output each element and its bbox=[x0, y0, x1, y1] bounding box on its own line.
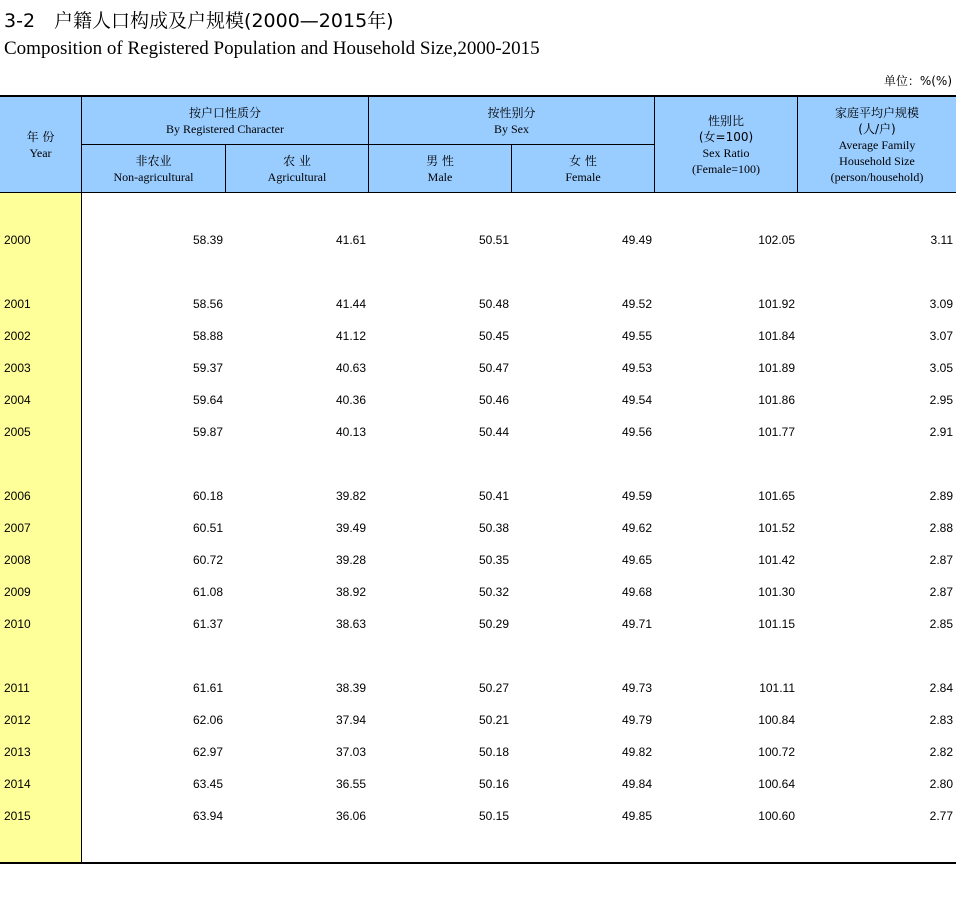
cell-female: 49.79 bbox=[621, 713, 652, 727]
cell-size: 2.89 bbox=[929, 489, 953, 503]
cell-ratio: 101.86 bbox=[758, 393, 795, 407]
cell-female: 49.82 bbox=[621, 745, 652, 759]
table-title-chinese: 3-2 户籍人口构成及户规模(2000—2015年) bbox=[4, 10, 394, 32]
cell-female: 49.53 bbox=[621, 361, 652, 375]
cell-female: 49.55 bbox=[621, 329, 652, 343]
cell-agri: 38.39 bbox=[335, 681, 366, 695]
header-sex-group bbox=[369, 97, 655, 145]
cell-ratio: 101.52 bbox=[758, 521, 795, 535]
cell-female: 49.49 bbox=[621, 233, 652, 247]
header-nonagri-cn: 非农业 bbox=[135, 153, 172, 168]
cell-size: 2.91 bbox=[929, 425, 953, 439]
cell-female: 49.84 bbox=[621, 777, 652, 791]
cell-male: 50.29 bbox=[478, 617, 509, 631]
header-year bbox=[0, 97, 82, 193]
header-sexratio-en: Sex Ratio bbox=[702, 145, 750, 160]
table-row bbox=[0, 807, 956, 827]
cell-ratio: 101.65 bbox=[758, 489, 795, 503]
header-registered-group bbox=[82, 97, 369, 145]
cell-ratio: 102.05 bbox=[758, 233, 795, 247]
table-row bbox=[0, 615, 956, 635]
cell-ratio: 101.92 bbox=[758, 297, 795, 311]
cell-ratio: 100.84 bbox=[758, 713, 795, 727]
cell-agri: 37.94 bbox=[335, 713, 366, 727]
cell-size: 3.07 bbox=[929, 329, 953, 343]
cell-year: 2015 bbox=[4, 809, 31, 823]
cell-year: 2010 bbox=[4, 617, 31, 631]
cell-male: 50.27 bbox=[478, 681, 509, 695]
cell-year: 2001 bbox=[4, 297, 31, 311]
cell-nonagri: 63.45 bbox=[192, 777, 223, 791]
cell-nonagri: 62.06 bbox=[192, 713, 223, 727]
table-row bbox=[0, 519, 956, 539]
cell-male: 50.38 bbox=[478, 521, 509, 535]
cell-male: 50.45 bbox=[478, 329, 509, 343]
cell-male: 50.18 bbox=[478, 745, 509, 759]
cell-male: 50.47 bbox=[478, 361, 509, 375]
cell-agri: 39.28 bbox=[335, 553, 366, 567]
cell-year: 2004 bbox=[4, 393, 31, 407]
table-row bbox=[0, 679, 956, 699]
header-male bbox=[369, 145, 512, 193]
header-bysex-en: By Sex bbox=[493, 121, 529, 136]
table-title-english: Composition of Registered Population and Household Size,2000-2015 bbox=[4, 38, 540, 59]
cell-size: 3.11 bbox=[930, 233, 953, 247]
cell-year: 2009 bbox=[4, 585, 31, 599]
header-bysex-cn: 按性别分 bbox=[487, 105, 536, 120]
table-row bbox=[0, 775, 956, 795]
cell-size: 2.82 bbox=[929, 745, 953, 759]
cell-nonagri: 62.97 bbox=[192, 745, 223, 759]
cell-male: 50.44 bbox=[478, 425, 509, 439]
header-household-en: Average Family bbox=[838, 137, 916, 152]
cell-male: 50.41 bbox=[478, 489, 509, 503]
cell-size: 2.80 bbox=[929, 777, 953, 791]
header-sexratio-cn: 性别比 bbox=[707, 113, 744, 128]
cell-female: 49.71 bbox=[621, 617, 652, 631]
header-female-cn: 女 性 bbox=[569, 153, 597, 168]
cell-agri: 39.49 bbox=[335, 521, 366, 535]
cell-size: 2.85 bbox=[929, 617, 953, 631]
table-row bbox=[0, 295, 956, 315]
cell-size: 2.95 bbox=[929, 393, 953, 407]
cell-ratio: 101.89 bbox=[758, 361, 795, 375]
cell-nonagri: 59.64 bbox=[192, 393, 223, 407]
cell-ratio: 101.30 bbox=[758, 585, 795, 599]
cell-size: 2.84 bbox=[929, 681, 953, 695]
cell-size: 3.05 bbox=[929, 361, 953, 375]
cell-male: 50.48 bbox=[478, 297, 509, 311]
cell-male: 50.51 bbox=[478, 233, 509, 247]
header-agri-en: Agricultural bbox=[267, 169, 327, 184]
table-row bbox=[0, 583, 956, 603]
header-household-size bbox=[798, 97, 956, 193]
cell-year: 2005 bbox=[4, 425, 31, 439]
header-registered-cn: 按户口性质分 bbox=[188, 105, 261, 120]
header-male-cn: 男 性 bbox=[426, 153, 454, 168]
table-row bbox=[0, 391, 956, 411]
cell-nonagri: 60.18 bbox=[192, 489, 223, 503]
table-bottom-rule bbox=[0, 862, 956, 864]
header-household-cn: 家庭平均户规模 bbox=[834, 105, 919, 120]
cell-nonagri: 60.51 bbox=[192, 521, 223, 535]
cell-nonagri: 63.94 bbox=[192, 809, 223, 823]
header-nonagri-en: Non-agricultural bbox=[113, 169, 194, 184]
cell-agri: 39.82 bbox=[335, 489, 366, 503]
table-row bbox=[0, 327, 956, 347]
header-male-en: Male bbox=[427, 169, 453, 184]
cell-nonagri: 61.08 bbox=[192, 585, 223, 599]
cell-female: 49.65 bbox=[621, 553, 652, 567]
cell-male: 50.32 bbox=[478, 585, 509, 599]
header-agricultural bbox=[226, 145, 369, 193]
header-household-cn2: (人/户) bbox=[858, 121, 896, 136]
cell-female: 49.62 bbox=[621, 521, 652, 535]
cell-nonagri: 59.87 bbox=[192, 425, 223, 439]
header-household-en2: Household Size bbox=[839, 153, 915, 168]
cell-nonagri: 61.37 bbox=[192, 617, 223, 631]
header-sex-ratio bbox=[655, 97, 798, 193]
cell-year: 2007 bbox=[4, 521, 31, 535]
header-household-en3: (person/household) bbox=[830, 169, 924, 184]
cell-year: 2013 bbox=[4, 745, 31, 759]
cell-ratio: 101.15 bbox=[758, 617, 795, 631]
cell-ratio: 101.11 bbox=[759, 681, 795, 695]
cell-year: 2000 bbox=[4, 233, 31, 247]
cell-agri: 36.55 bbox=[335, 777, 366, 791]
cell-size: 2.87 bbox=[929, 585, 953, 599]
cell-agri: 37.03 bbox=[335, 745, 366, 759]
header-sexratio-en2: (Female=100) bbox=[691, 161, 761, 176]
cell-year: 2003 bbox=[4, 361, 31, 375]
cell-male: 50.35 bbox=[478, 553, 509, 567]
cell-agri: 41.61 bbox=[335, 233, 366, 247]
cell-size: 2.88 bbox=[929, 521, 953, 535]
cell-female: 49.85 bbox=[621, 809, 652, 823]
cell-size: 2.87 bbox=[929, 553, 953, 567]
cell-ratio: 101.84 bbox=[758, 329, 795, 343]
cell-male: 50.21 bbox=[478, 713, 509, 727]
header-nonagricultural bbox=[82, 145, 226, 193]
cell-year: 2008 bbox=[4, 553, 31, 567]
cell-year: 2014 bbox=[4, 777, 31, 791]
table-row bbox=[0, 423, 956, 443]
cell-agri: 41.12 bbox=[335, 329, 366, 343]
cell-nonagri: 59.37 bbox=[192, 361, 223, 375]
cell-agri: 40.63 bbox=[335, 361, 366, 375]
cell-agri: 36.06 bbox=[335, 809, 366, 823]
cell-female: 49.59 bbox=[621, 489, 652, 503]
header-female-en: Female bbox=[565, 169, 601, 184]
cell-year: 2002 bbox=[4, 329, 31, 343]
cell-nonagri: 58.39 bbox=[192, 233, 223, 247]
table-row bbox=[0, 487, 956, 507]
cell-agri: 38.63 bbox=[335, 617, 366, 631]
header-female bbox=[512, 145, 655, 193]
cell-female: 49.54 bbox=[621, 393, 652, 407]
cell-nonagri: 60.72 bbox=[192, 553, 223, 567]
cell-ratio: 100.60 bbox=[758, 809, 795, 823]
unit-label: 单位：%(%) bbox=[883, 74, 952, 88]
table-row bbox=[0, 231, 956, 251]
cell-size: 2.83 bbox=[929, 713, 953, 727]
table-row bbox=[0, 551, 956, 571]
cell-agri: 41.44 bbox=[335, 297, 366, 311]
header-year-en: Year bbox=[29, 145, 52, 160]
cell-size: 2.77 bbox=[929, 809, 953, 823]
cell-ratio: 101.42 bbox=[758, 553, 795, 567]
cell-agri: 38.92 bbox=[335, 585, 366, 599]
cell-male: 50.16 bbox=[478, 777, 509, 791]
cell-female: 49.68 bbox=[621, 585, 652, 599]
header-sexratio-cn2: (女=100) bbox=[698, 129, 754, 144]
cell-male: 50.46 bbox=[478, 393, 509, 407]
cell-nonagri: 58.88 bbox=[192, 329, 223, 343]
header-registered-en: By Registered Character bbox=[166, 121, 284, 136]
cell-female: 49.73 bbox=[621, 681, 652, 695]
cell-year: 2006 bbox=[4, 489, 31, 503]
header-agri-cn: 农 业 bbox=[283, 153, 311, 168]
table-row bbox=[0, 711, 956, 731]
cell-year: 2012 bbox=[4, 713, 31, 727]
header-year-cn: 年 份 bbox=[26, 129, 55, 144]
cell-agri: 40.36 bbox=[335, 393, 366, 407]
cell-female: 49.52 bbox=[621, 297, 652, 311]
cell-male: 50.15 bbox=[478, 809, 509, 823]
cell-ratio: 100.64 bbox=[758, 777, 795, 791]
cell-female: 49.56 bbox=[621, 425, 652, 439]
cell-year: 2011 bbox=[4, 681, 30, 695]
table-row bbox=[0, 743, 956, 763]
cell-ratio: 100.72 bbox=[758, 745, 795, 759]
cell-size: 3.09 bbox=[929, 297, 953, 311]
cell-ratio: 101.77 bbox=[758, 425, 795, 439]
cell-agri: 40.13 bbox=[335, 425, 366, 439]
table-row bbox=[0, 359, 956, 379]
cell-nonagri: 58.56 bbox=[192, 297, 223, 311]
cell-nonagri: 61.61 bbox=[192, 681, 223, 695]
